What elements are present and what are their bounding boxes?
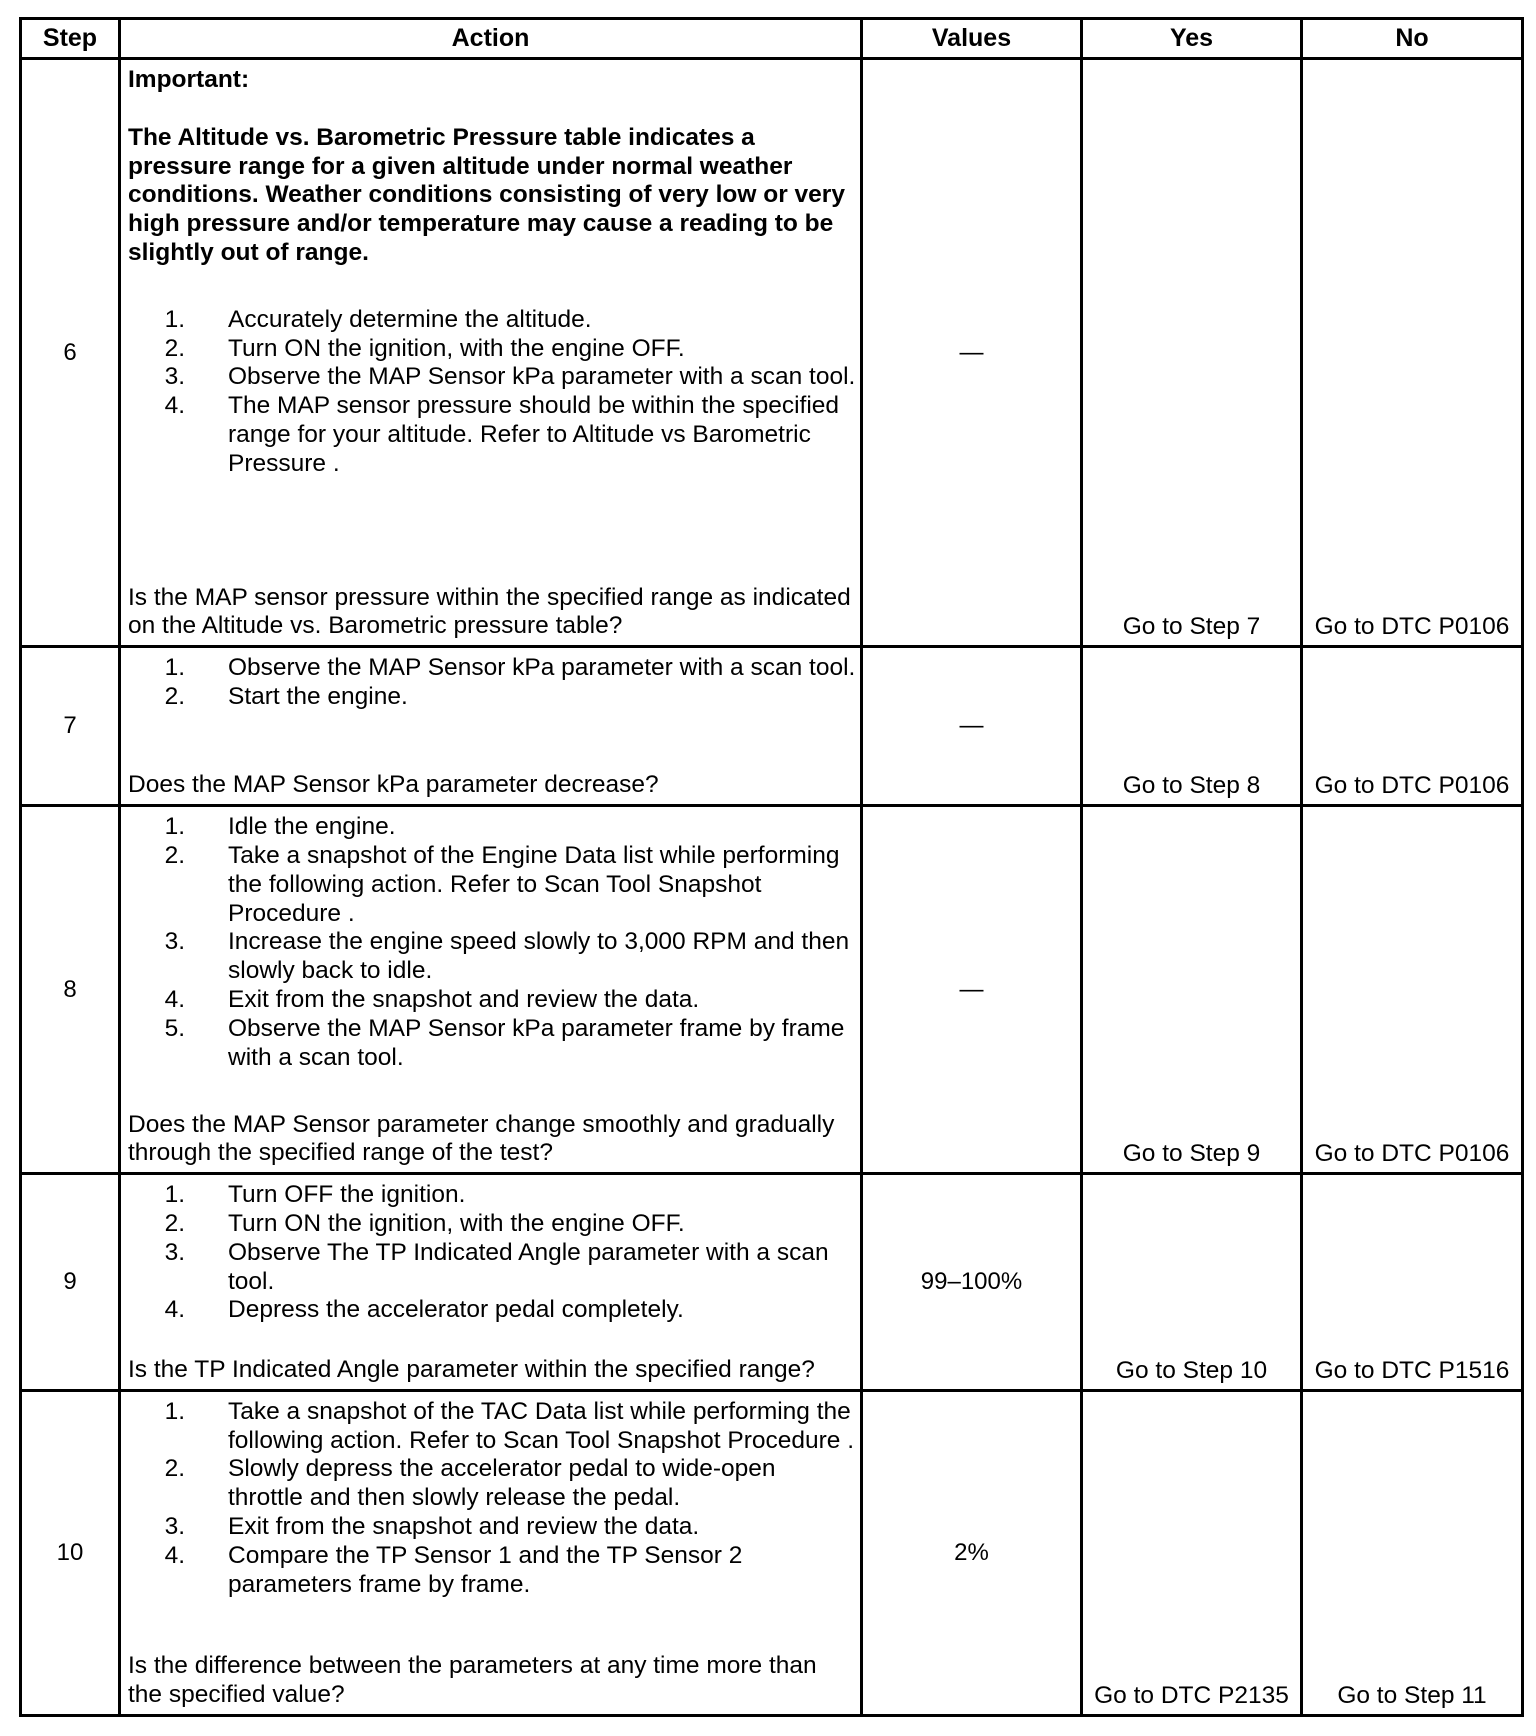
step-list — [128, 654, 856, 712]
list-item: 1. Take a snapshot of the TAC Data list while performing the following action. Refer to Scan Tool Snapshot Procedure . — [164, 1397, 855, 1454]
list-item: 2. Take a snapshot of the Engine Data list while performing the following action. Refer to Scan Tool Snapshot Procedure . — [164, 841, 840, 927]
yes-cell: Go to Step 9 — [1082, 806, 1302, 1174]
action-cell — [120, 1174, 862, 1391]
step-number: 9 — [21, 1174, 120, 1391]
yes-cell: Go to DTC P2135 — [1082, 1390, 1302, 1715]
value-text: — — [959, 338, 984, 366]
list-item: 3. Observe The TP Indicated Angle parameter with a scan tool. — [164, 1238, 829, 1295]
no-cell: Go to Step 11 — [1302, 1390, 1523, 1715]
list-item: 2. Turn ON the ignition, with the engine OFF. — [164, 334, 685, 362]
table-row — [21, 647, 1523, 806]
important-label: Important: — [128, 66, 250, 93]
list-item: 2. Turn ON the ignition, with the engine OFF. — [164, 1210, 685, 1238]
list-item: 2. Start the engine. — [164, 683, 408, 711]
question-text: Does the MAP Sensor kPa parameter decrease? — [128, 771, 659, 799]
list-item: 1. Idle the engine. — [164, 813, 396, 841]
list-item: 1. Accurately determine the altitude. — [164, 305, 592, 333]
table-row — [21, 1390, 1523, 1715]
values-cell — [862, 806, 1082, 1174]
step-number: 10 — [21, 1390, 120, 1715]
action-cell — [120, 806, 862, 1174]
list-item: 1. Turn OFF the ignition. — [164, 1181, 466, 1209]
value-text: — — [959, 712, 984, 740]
question-text: Is the TP Indicated Angle parameter within the specified range? — [128, 1356, 815, 1383]
header-row — [21, 19, 1523, 59]
no-cell: Go to DTC P1516 — [1302, 1174, 1523, 1391]
list-item: 3. Exit from the snapshot and review the data. — [164, 1512, 700, 1540]
header-step: Step — [21, 19, 120, 59]
yes-cell: Go to Step 7 — [1082, 59, 1302, 647]
values-cell — [862, 647, 1082, 806]
values-cell — [862, 1390, 1082, 1715]
list-item: 3. Observe the MAP Sensor kPa parameter with a scan tool. — [164, 363, 856, 391]
important-text: The Altitude vs. Barometric Pressure table indicates a pressure range for a given altitude under normal weather conditions. Weather conditions consisting of very low or very high pressure and/or temperature may cause a reading to be slightly out of range. — [128, 123, 845, 266]
question-text: Does the MAP Sensor parameter change smoothly and gradually through the specified range of the test? — [128, 1110, 835, 1167]
list-item: 4. Depress the accelerator pedal completely. — [164, 1296, 684, 1324]
list-item: 3. Increase the engine speed slowly to 3,000 RPM and then slowly back to idle. — [164, 928, 850, 985]
step-number: 8 — [21, 806, 120, 1174]
value-text: — — [959, 975, 984, 1003]
yes-cell: Go to Step 10 — [1082, 1174, 1302, 1391]
header-no: No — [1302, 19, 1523, 59]
header-values: Values — [862, 19, 1082, 59]
values-cell — [862, 59, 1082, 647]
value-text: 2% — [954, 1538, 989, 1566]
diagnostic-table — [19, 17, 1524, 1717]
value-text: 99–100% — [920, 1268, 1023, 1296]
no-cell: Go to DTC P0106 — [1302, 647, 1523, 806]
table-row — [21, 59, 1523, 647]
action-cell — [120, 1390, 862, 1715]
list-item: 4. The MAP sensor pressure should be within the specified range for your altitude. Refer to Altitude vs Barometric Pressure . — [164, 392, 840, 477]
action-cell — [120, 647, 862, 806]
question-text: Is the difference between the parameters at any time more than the specified value? — [128, 1652, 817, 1709]
no-cell: Go to DTC P0106 — [1302, 806, 1523, 1174]
header-action: Action — [120, 19, 862, 59]
table-row — [21, 1174, 1523, 1391]
values-cell — [862, 1174, 1082, 1391]
step-list — [128, 1398, 856, 1600]
no-cell: Go to DTC P0106 — [1302, 59, 1523, 647]
step-number: 6 — [21, 59, 120, 647]
step-list — [128, 1181, 856, 1325]
list-item: 4. Compare the TP Sensor 1 and the TP Sensor 2 parameters frame by frame. — [164, 1541, 743, 1598]
list-item: 2. Slowly depress the accelerator pedal to wide-open throttle and then slowly release the pedal. — [164, 1455, 776, 1512]
yes-cell: Go to Step 8 — [1082, 647, 1302, 806]
step-number: 7 — [21, 647, 120, 806]
header-yes: Yes — [1082, 19, 1302, 59]
question-text: Is the MAP sensor pressure within the specified range as indicated on the Altitude vs. Barometric pressure table? — [128, 583, 851, 640]
step-list — [128, 813, 856, 1072]
action-cell — [120, 59, 862, 647]
list-item: 1. Observe the MAP Sensor kPa parameter with a scan tool. — [164, 654, 856, 682]
step-list — [128, 306, 856, 479]
list-item: 5. Observe the MAP Sensor kPa parameter frame by frame with a scan tool. — [164, 1014, 845, 1071]
list-item: 4. Exit from the snapshot and review the data. — [164, 985, 700, 1013]
table-row — [21, 806, 1523, 1174]
